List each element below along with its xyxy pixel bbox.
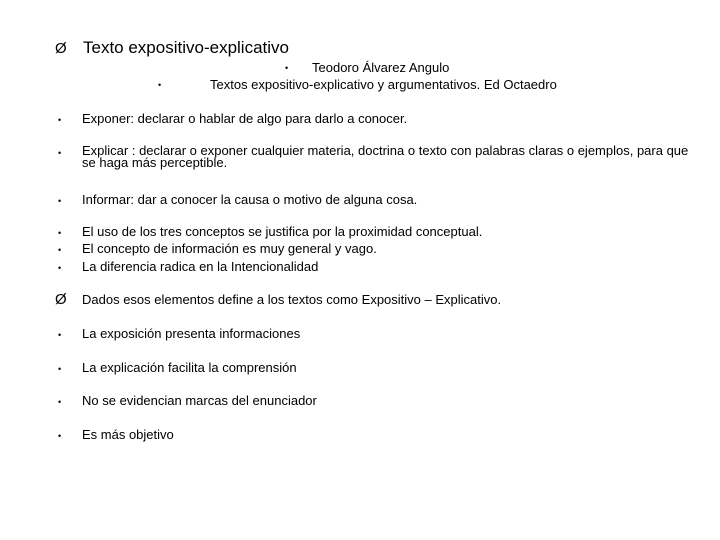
reference-work: Textos expositivo-explicativo y argumentativos. Ed Octaedro <box>210 77 557 92</box>
arrow-bullet-icon: Ø <box>55 291 67 308</box>
bullet-icon: • <box>58 228 62 238</box>
bullet-icon: • <box>58 115 62 125</box>
list-item: Es más objetivo <box>82 427 174 442</box>
bullet-icon: • <box>58 148 62 158</box>
list-item: Informar: dar a conocer la causa o motivo de alguna cosa. <box>82 192 418 207</box>
bullet-icon: • <box>58 330 62 340</box>
list-item: Dados esos elementos define a los textos como Expositivo – Explicativo. <box>82 292 502 307</box>
page-title: Texto expositivo-explicativo <box>83 38 289 57</box>
list-item: El uso de los tres conceptos se justifica por la proximidad conceptual. <box>82 224 483 239</box>
list-item: La diferencia radica en la Intencionalidad <box>82 259 319 274</box>
reference-author: Teodoro Álvarez Angulo <box>312 60 450 75</box>
list-item: Explicar : declarar o exponer cualquier materia, doctrina o texto con palabras claras o ejemplos, para que se haga más perceptible. <box>82 143 689 170</box>
list-item: La explicación facilita la comprensión <box>82 360 297 375</box>
bullet-icon: • <box>58 397 62 407</box>
list-item: Exponer: declarar o hablar de algo para darlo a conocer. <box>82 111 408 126</box>
list-item: No se evidencian marcas del enunciador <box>82 393 317 408</box>
bullet-icon: • <box>58 245 62 255</box>
list-item: El concepto de información es muy general y vago. <box>82 241 377 256</box>
bullet-icon: • <box>158 80 162 90</box>
list-item: La exposición presenta informaciones <box>82 326 301 341</box>
bullet-icon: • <box>58 364 62 374</box>
bullet-icon: • <box>285 63 289 73</box>
bullet-icon: • <box>58 431 62 441</box>
bullet-icon: • <box>58 263 62 273</box>
title-arrow-icon: Ø <box>55 40 67 57</box>
bullet-icon: • <box>58 196 62 206</box>
